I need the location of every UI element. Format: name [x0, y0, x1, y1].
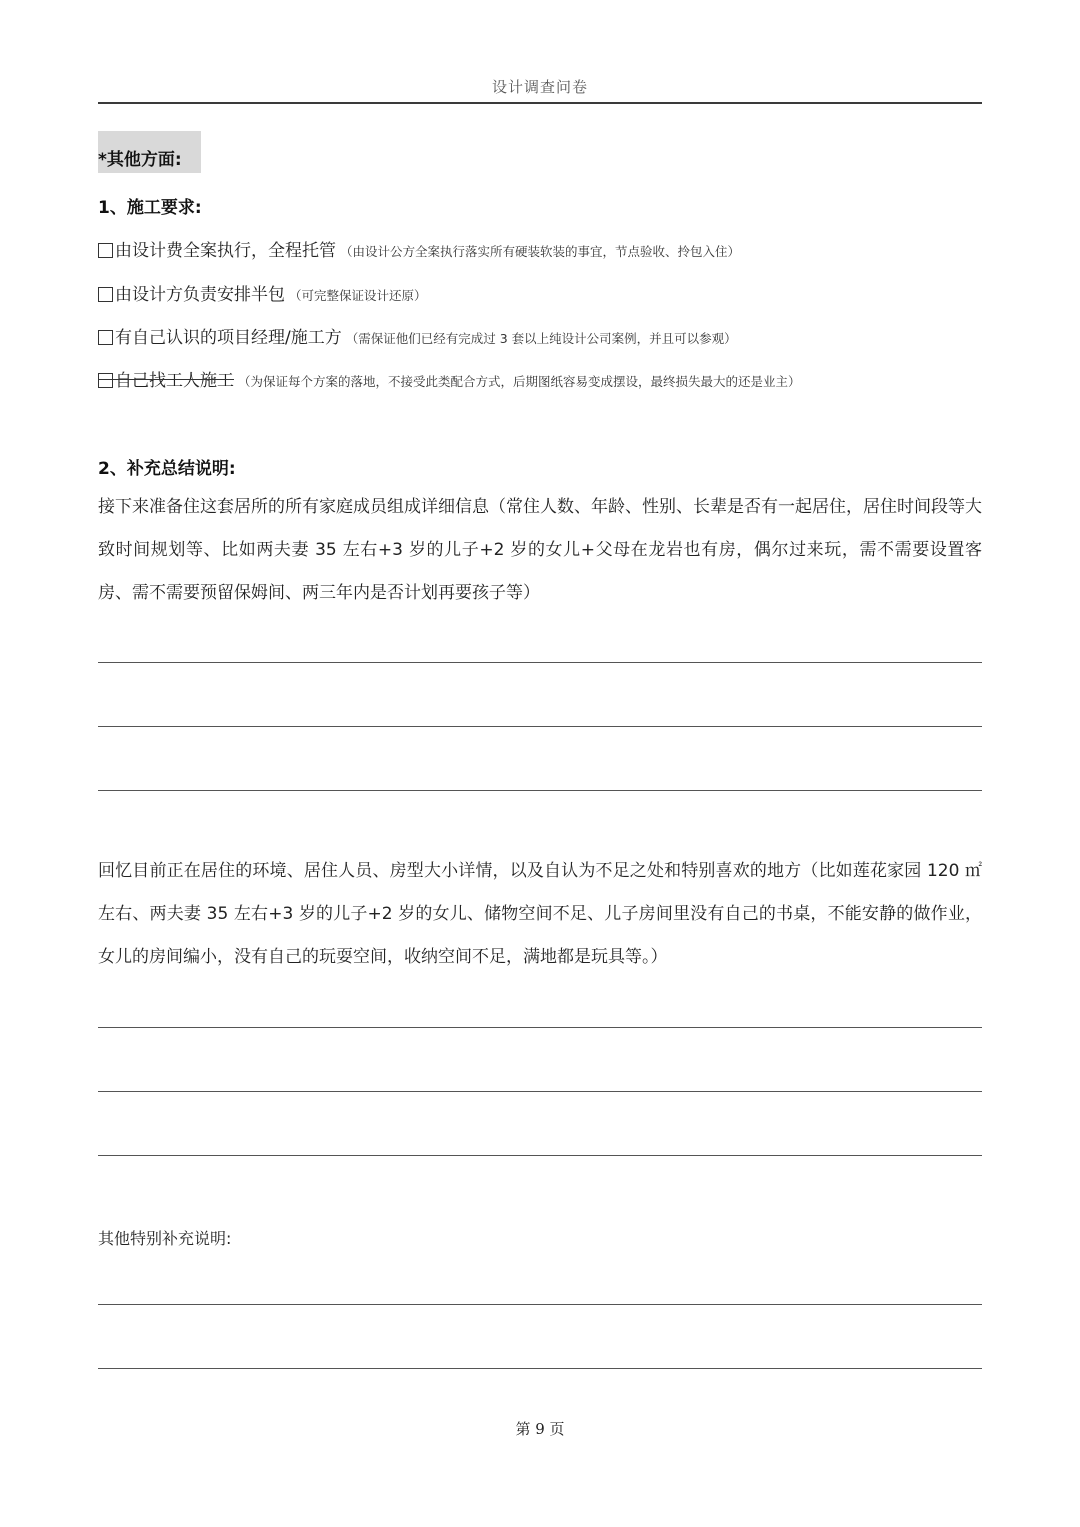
- struck-option-text: [98, 366, 234, 391]
- option-note: （由设计公方全案执行落实所有硬装软装的事宜，节点验收、拎包入住）: [340, 244, 741, 259]
- option-note: （可完整保证设计还原）: [289, 288, 427, 303]
- strikethrough-line: [98, 379, 234, 380]
- option-label: 由设计方负责安排半包: [115, 285, 285, 305]
- checkbox-icon[interactable]: [98, 330, 113, 345]
- answer-line[interactable]: [98, 662, 982, 663]
- answer-line[interactable]: [98, 1155, 982, 1156]
- answer-line[interactable]: [98, 1027, 982, 1028]
- question-construction-title: 1、施工要求:: [98, 198, 202, 218]
- option-full-design-management[interactable]: [98, 236, 740, 261]
- question-summary-title: 2、补充总结说明:: [98, 459, 236, 479]
- answer-line[interactable]: [98, 1368, 982, 1369]
- prompt-family-members: 接下来准备住这套居所的所有家庭成员组成详细信息（常住人数、年龄、性别、长辈是否有一起居住，居住时间段等大致时间规划等、比如两夫妻 35 左右+3 岁的儿子+2 岁的女儿+父母在龙岩也有房，偶尔过来玩，需不需要设置客房、需不需要预留保姆间、两三年内是否计划再要孩子等）: [98, 497, 982, 603]
- section-heading-other: *其他方面:: [98, 131, 201, 173]
- option-note: （需保证他们已经有完成过 3 套以上纯设计公司案例，并且可以参观）: [345, 331, 737, 346]
- option-note: （为保证每个方案的落地，不接受此类配合方式，后期图纸容易变成摆设，最终损失最大的还是业主）: [238, 374, 801, 389]
- answer-line[interactable]: [98, 1091, 982, 1092]
- checkbox-icon[interactable]: [98, 373, 113, 388]
- prompt-current-residence: 回忆目前正在居住的环境、居住人员、房型大小详情，以及自认为不足之处和特别喜欢的地方（比如莲花家园 120 ㎡左右、两夫妻 35 左右+3 岁的儿子+2 岁的女儿、储物空间不足、儿子房间里没有自己的书桌，不能安静的做作业，女儿的房间编小，没有自己的玩耍空间，收纳空间不足，满地都是玩具等。）: [98, 861, 982, 967]
- option-self-hired-workers[interactable]: [98, 366, 801, 391]
- checkbox-icon[interactable]: [98, 243, 113, 258]
- answer-line[interactable]: [98, 1304, 982, 1305]
- checkbox-icon[interactable]: [98, 287, 113, 302]
- answer-line[interactable]: [98, 726, 982, 727]
- option-label: 自己找工人施工: [115, 371, 234, 391]
- option-half-package[interactable]: [98, 280, 427, 305]
- answer-line[interactable]: [98, 790, 982, 791]
- page-number: 第 9 页: [515, 1420, 565, 1438]
- document-header-title: 设计调查问卷: [491, 78, 588, 96]
- header-divider: [98, 102, 982, 104]
- other-notes-label: 其他特别补充说明:: [98, 1229, 232, 1248]
- option-own-project-manager[interactable]: [98, 323, 737, 348]
- option-label: 由设计费全案执行，全程托管: [115, 241, 336, 261]
- option-label: 有自己认识的项目经理/施工方: [115, 328, 342, 348]
